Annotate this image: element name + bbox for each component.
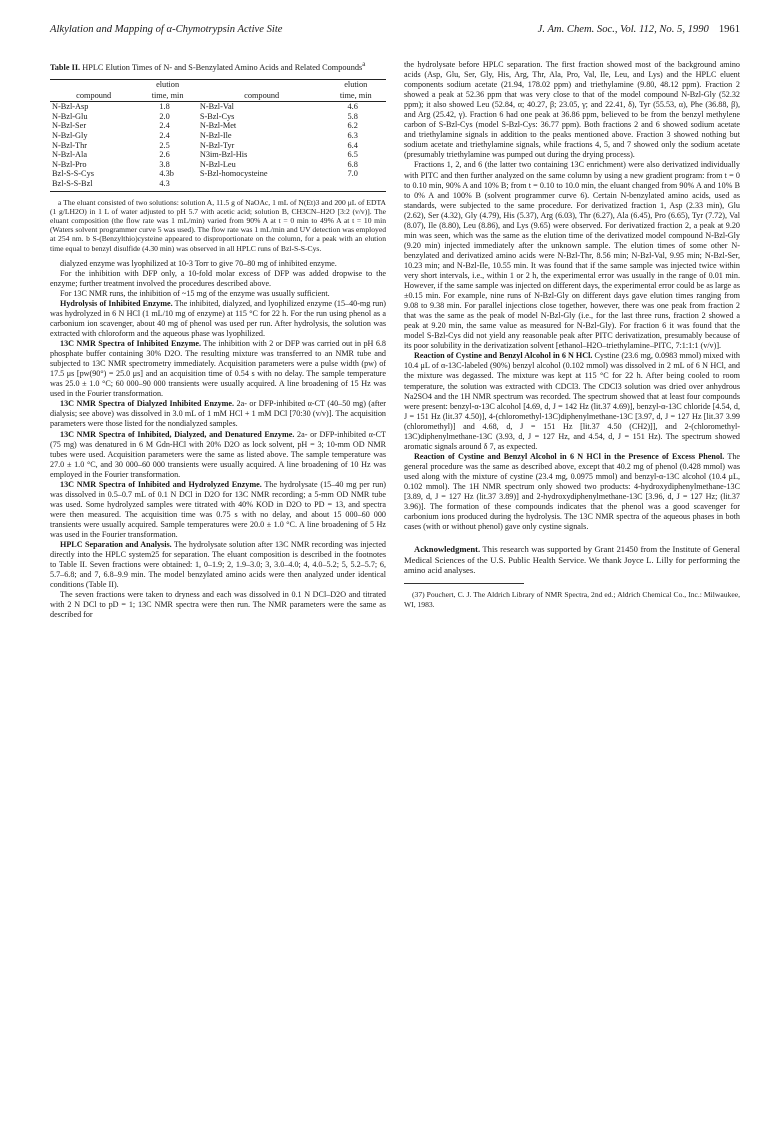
compound-cell: N-Bzl-Thr [52, 140, 88, 150]
journal-name: J. Am. Chem. Soc., Vol. 112, No. 5, 1990 [537, 24, 709, 35]
body-paragraph [404, 351, 740, 451]
paragraph-text: The hydrolysate (15–40 mg per run) was dissolved in 0.5–0.7 mL of 0.1 N DCl in D2O for 13C NMR recording; a 5-mm OD NMR tube was used. Some hydrolyzed samples were titrated with 40% KOD in D2O to PD = 13, and spectra were then measured. The acquisition time was 0.75 s with no delay, and about 15 000–60 000 transients were usually acquired. Sample temperatures were 20.0 ± 1.0 °C. A line broadening of 5 Hz was used in the Fourier transformation. [50, 479, 386, 539]
page-number: 1961 [718, 24, 740, 35]
paragraph-text: The general procedure was the same as described above, except that 40.2 mg of phenol (0.428 mmol) was used along with the mixture of cystine (23.4 mg, 0.0975 mmol) and benzyl-α-13C alcohol (10.4 μL, 0.102 mmol). The 1H NMR spectrum only showed two products: 4-hydroxydiphenylmethane-13C [3.89, d, J = 127 Hz (lit.37 3.89)] and 2-hydroxydiphenylmethane-13C [3.96, d, J = 127 Hz; (lit.37 3.96)]. The formation of these compounds indicates that the phenol was a good scavenger for carbonium ions produced during the hydrolysis. The 13C NMR spectra of the aqueous phases in both cases (with or without phenol) gave only cystine signals. [404, 451, 740, 532]
paragraph-text: dialyzed enzyme was lyophilized at 10-3 Torr to give 70–80 mg of inhibited enzyme. [60, 258, 337, 268]
time-cell: 4.6 [347, 102, 358, 112]
header-time-2: time, min [326, 91, 387, 102]
paragraph-heading: Reaction of Cystine and Benzyl Alcohol in 6 N HCl. [414, 351, 593, 361]
running-title: Alkylation and Mapping of α-Chymotrypsin Active Site [50, 24, 283, 35]
time-cell: 6.5 [347, 150, 358, 160]
body-paragraph [50, 540, 386, 590]
table-row [50, 131, 386, 141]
paragraph-text: The hydrolysate solution after 13C NMR recording was injected directly into the HPLC system25 for separation. The eluant composition is described in the footnotes to Table II. Seven fractions were obtained: 1, 0–1.9; 2, 1.9–3.0; 3, 3.0–4.0; 4, 4.0–5.2; 5, 5.2–5.7; 6, 5.7–6.8; and 7, 6.8–9.9 min. The model benzylated amino acids were then analyzed under identical conditions (Table II). [50, 540, 386, 590]
body-paragraph [50, 430, 386, 480]
compound-cell: N-Bzl-Glu [52, 111, 88, 121]
compound-cell: N3im-Bzl-His [199, 150, 248, 160]
header-compound-1: compound [50, 91, 137, 102]
header-compound-2: compound [198, 91, 326, 102]
time-cell: 4.3 [137, 179, 197, 191]
time-cell: 4.3b [159, 169, 174, 179]
time-cell: 2.5 [159, 140, 170, 150]
running-header [50, 24, 740, 40]
compound-cell: N-Bzl-Leu [199, 159, 236, 169]
time-cell: 2.6 [159, 150, 170, 160]
table-title: HPLC Elution Times of N- and S-Benzylated Amino Acids and Related Compounds [82, 62, 363, 72]
paragraph-text: The inhibition with 2 or DFP was carried out in pH 6.8 phosphate buffer containing 30% D2O. The resulting mixture was transferred to an NMR tube and subjected to 13C NMR spectrometry immediately. Acquisition parameters were a pulse width (pw) of 17.5 μs [pw(90°) = 25.0 μs] and an acquisition time of 0.54 s with no delay. The sample temperature was 25.0 ± 1.0 °C; 60 000–90 000 transients were usually acquired. A line broadening of 15 Hz was used in the Fourier transformation. [50, 339, 386, 399]
compound-cell: N-Bzl-Gly [52, 130, 88, 140]
right-body-text [404, 60, 740, 532]
body-paragraph [50, 289, 386, 299]
paragraph-heading: Reaction of Cystine and Benzyl Alcohol in 6 N HCl in the Presence of Excess Phenol. [414, 451, 725, 461]
compound-cell: N-Bzl-Asp [52, 102, 89, 112]
reference-rule [404, 583, 524, 584]
table-header-row [50, 79, 386, 90]
time-cell: 2.0 [159, 111, 170, 121]
time-cell: 6.8 [347, 159, 358, 169]
time-cell: 1.8 [159, 102, 170, 112]
right-column [404, 60, 740, 609]
table-caption [50, 60, 386, 73]
body-paragraph [404, 452, 740, 532]
body-paragraph [50, 590, 386, 620]
left-column [50, 60, 386, 620]
acknowledgment-head: Acknowledgment. [414, 544, 481, 555]
table-row [50, 112, 386, 122]
paragraph-text: The seven fractions were taken to dryness and each was dissolved in 0.1 N DCl–D2O and titrated with 2 N DCl to pD = 1; 13C NMR spectra were then run. The NMR parameters were the same as described for [50, 590, 386, 620]
time-cell: 6.4 [347, 140, 358, 150]
compound-cell: N-Bzl-Tyr [199, 140, 235, 150]
paragraph-heading: 13C NMR Spectra of Inhibited, Dialyzed, and Denatured Enzyme. [60, 429, 295, 439]
paragraph-text: Fractions 1, 2, and 6 (the latter two containing 13C enrichment) were also derivatized individually with PITC and then further analyzed on the same column by using a new gradient program: from t = 0 to 0.10 min, 90% A and 10% B; from t = 0.10 to 10.0 min, the eluant changed from 90% A and 10% B to 0% A and 100% B (solvent programmer curve 6). Certain N-benzylated amino acids, used as standards, were subjected to the same procedure. For derivatized fraction 1, Asp (2.33 min), Glu (2.62), Ser (4.32), Gly (4.79), His (5.37), Arg (6.03), Thr (6.27), Ala (6.45), Pro (6.65), Tyr (7.72), Val (8.07), Ile (8.80), Leu (8.86), and Lys (9.65) were observed. For derivatized fraction 2, a peak at 9.20 min was seen, which was the same as the elution time of the derivatized model compound N-Bzl-Gly (9.20 min) injected immediately after the unknown sample. The elution times of some other N-benzylated and derivatized amino acids were N-Bzl-Thr, 8.56 min; N-Bzl-Val, 9.95 min; N-Bzl-Ser, 10.23 min; and N-Bzl-Ile, 10.55 min. It was found that if the same sample was injected twice within very short intervals, i.e., within 1 or 2 h, the experimental error was usually in the range of 0.01 min. However, if the same sample was injected on different days, the experimental error could be as large as ±0.15 min. For example, nine runs of N-Bzl-Gly on different days gave elution times ranging from 9.08 to 9.38 min. For parallel injections close together, however, there was one peak from fraction 2 that was the same as the peak of model N-Bzl-Gly (i.e., for the last three runs, fraction 2 showed a peak at 9.20 min, the same value as measured for N-Bzl-Gly). For fraction 6 it was found that the model S-Bzl-Cys did not yield any reasonable peak after PITC derivatization, presumably because of its poor solubility in the derivatization solvent [ethanol–H2O–triethylamine–PITC, 7:1:1:1 (v/v)]. [404, 160, 740, 351]
acknowledgment-text: This research was supported by Grant 21450 from the Institute of General Medical Sciences of the U.S. Public Health Service. We thank Joyce L. Lilly for performing the amino acid analyses. [404, 544, 740, 576]
left-body-text [50, 259, 386, 621]
paragraph-text: 2a- or DFP-inhibited α-CT (40–50 mg) (after dialysis; see above) was dissolved in 3.0 mL of 1 mM HCl + 1 mM DCl [70:30 (v/v)]. The acquisition parameters were those listed for the nondialyzed samples. [50, 399, 387, 429]
reference-37: (37) Pouchert, C. J. The Aldrich Library of NMR Spectra, 2nd ed.; Aldrich Chemical Co., Inc.: Milwaukee, WI, 1983. [404, 590, 740, 609]
header-time-1: time, min [137, 91, 197, 102]
compound-cell [198, 179, 326, 191]
compound-cell: N-Bzl-Val [199, 102, 234, 112]
table-label: Table II. [50, 62, 81, 72]
paragraph-heading: 13C NMR Spectra of Inhibited and Hydrolyzed Enzyme. [60, 479, 262, 489]
body-paragraph [404, 60, 740, 160]
body-paragraph [50, 339, 386, 399]
compound-cell: N-Bzl-Met [199, 121, 237, 131]
table-row [50, 150, 386, 160]
compound-cell: N-Bzl-Ala [52, 150, 88, 160]
compound-cell: N-Bzl-Ile [199, 130, 232, 140]
body-paragraph [50, 399, 386, 429]
paragraph-text: For the inhibition with DFP only, a 10-fold molar excess of DFP was added dropwise to the enzyme; further treatment involved the procedures described above. [50, 268, 386, 288]
body-paragraph [50, 299, 386, 339]
paragraph-text: Cystine (23.6 mg, 0.0983 mmol) mixed with 10.4 μL of α-13C-labeled (90%) benzyl alcohol (0.102 mmol) was dissolved in 2 mL of 6 N HCl, and the mixture was degassed. The mixture was kept at 115 °C for 22 h. After being cooled to room temperature, the solution was extracted with CDCl3. The CDCl3 solution was dried over anhydrous Na2SO4 and the 1H NMR spectrum was recorded. The spectrum showed that at least four compounds were present: benzyl-α-13C alcohol [4.69, d, J = 142 Hz (lit.37 4.69)], benzyl-α-13C chloride [4.54, d, J = 151 Hz (lit.37 4.50)], 4-(chloromethyl-13C)diphenylmethane-13C [3.97, d, J = 127 Hz [lit.37 3.99 (chloromethyl)] and 4.68, d, J = 151 Hz [lit.37 4.50 (CH2)]], and 2-(chloromethyl-13C)diphenylmethane-13C (3.93, d, J = 127 Hz, and 4.54, d, J = 151 Hz). The spectrum showed aromatic signals around δ 7, as expected. [404, 351, 740, 451]
paragraph-text: The inhibited, dialyzed, and lyophilized enzyme (15–40-mg run) was hydrolyzed in 6 N HCl (1 mL/10 mg of enzyme) at 115 °C for 22 h. For the run using phenol as a carbonium ion scavenger, about 40 mg of phenol was used per run. After hydrolysis, the solution was extracted with chloroform and the aqueous phase was lyophilized. [50, 298, 386, 339]
paragraph-heading: 13C NMR Spectra of Inhibited Enzyme. [60, 339, 201, 349]
table-row [50, 169, 386, 179]
time-cell: 7.0 [347, 169, 358, 179]
body-paragraph [50, 269, 386, 289]
time-cell: 6.2 [347, 121, 358, 131]
header-elution-1: elution [137, 79, 197, 90]
time-cell: 6.3 [347, 130, 358, 140]
table-footnote: a The eluant consisted of two solutions: solution A, 11.5 g of NaOAc, 1 mL of N(Et)3 and 200 μL of EDTA (1 g/LH2O) in 1 L of water adjusted to pH 5.7 with acetic acid; solution B, CH3CN–H2O [3:2 (v/v)]. The eluant composition (the flow rate was 1 mL/min) varied from 90% A at t = 0 min to 49% A at t = 10 min (Waters solvent programmer curve 5 was used). The flow rate was 1 mL/min and UV detection was employed at 254 nm. b S-(Benzylthio)cysteine appeared to disproportionate on the column, for a peak with an elution time equal to benzyl disulfide (4.30 min) was observed in all HPLC runs of Bzl-S-S-Cys. [50, 197, 386, 253]
compound-cell: S-Bzl-Cys [199, 111, 235, 121]
journal-citation [538, 24, 740, 35]
table-header-row-2 [50, 91, 386, 102]
body-paragraph [404, 160, 740, 351]
table-row [50, 121, 386, 131]
time-cell [326, 179, 387, 191]
compound-cell: S-Bzl-homocysteine [199, 169, 268, 179]
table-row [50, 141, 386, 151]
paragraph-heading: 13C NMR Spectra of Dialyzed Inhibited Enzyme. [60, 399, 235, 409]
elution-table [50, 79, 386, 192]
table-row [50, 160, 386, 170]
compound-cell: Bzl-S-S-Bzl [50, 179, 137, 191]
paragraph-text: the hydrolysate before HPLC separation. The first fraction showed most of the background amino acids (Asp, Glu, Ser, Gly, His, Arg, Thr, Ala, Pro, Val, Ile, Leu, and Lys) and the HPLC eluent components sodium acetate (21.94, 178.02 ppm) and triethylamine (9.80, 48.12 ppm). Fraction 2 showed a peak at 52.36 ppm that was very close to that of the model compound N-Bzl-Gly (52.32 ppm); it also showed Leu (52.84, α; 40.27, β; 23.05, γ; and 22.41, δ), Tyr (55.53, α), Phe (36.88, β), and Arg (25.42, γ). Fraction 6 had one peak at 36.86 ppm, believed to be from the benzyl methylene carbon of S-Bzl-Cys (model S-Bzl-Cys: 36.77 ppm). Both fractions 2 and 6 showed sodium acetate and triethylamine signals in addition to the peaks mentioned above. Fraction 3 showed nothing but sodium acetate and triethylamine signals, while fractions 4, 5, and 7 showed only the sodium acetate (presumably triethylamine was pumped out during the drying process). [404, 60, 740, 160]
table-row [50, 179, 386, 191]
paragraph-heading: Hydrolysis of Inhibited Enzyme. [60, 298, 173, 308]
paragraph-text: 2a- or DFP-inhibited α-CT (75 mg) was denatured in 6 M Gdn-HCl with 20% D2O as lock solvent, pH = 3; 10-mm OD NMR tubes were used. Acquisition parameters were the same as listed above. The sample temperature was 27.0 ± 1.0 °C, and 30 000–60 000 transients were usually acquired. A line broadening of 10 Hz was employed in the Fourier transformation. [50, 429, 386, 479]
table-title-mark: a [362, 61, 366, 68]
body-paragraph [50, 480, 386, 540]
time-cell: 3.8 [159, 159, 170, 169]
body-paragraph [50, 259, 386, 269]
acknowledgment [404, 544, 740, 575]
header-elution-2: elution [326, 79, 387, 90]
compound-cell: N-Bzl-Pro [52, 159, 87, 169]
time-cell: 2.4 [159, 130, 170, 140]
time-cell: 2.4 [159, 121, 170, 131]
table-row [50, 102, 386, 112]
table-body [50, 102, 386, 191]
paragraph-heading: HPLC Separation and Analysis. [60, 540, 172, 550]
compound-cell: Bzl-S-S-Cys [52, 169, 94, 179]
paragraph-text: For 13C NMR runs, the inhibition of ~15 mg of the enzyme was usually sufficient. [60, 288, 330, 298]
compound-cell: N-Bzl-Ser [52, 121, 87, 131]
time-cell: 5.8 [347, 111, 358, 121]
